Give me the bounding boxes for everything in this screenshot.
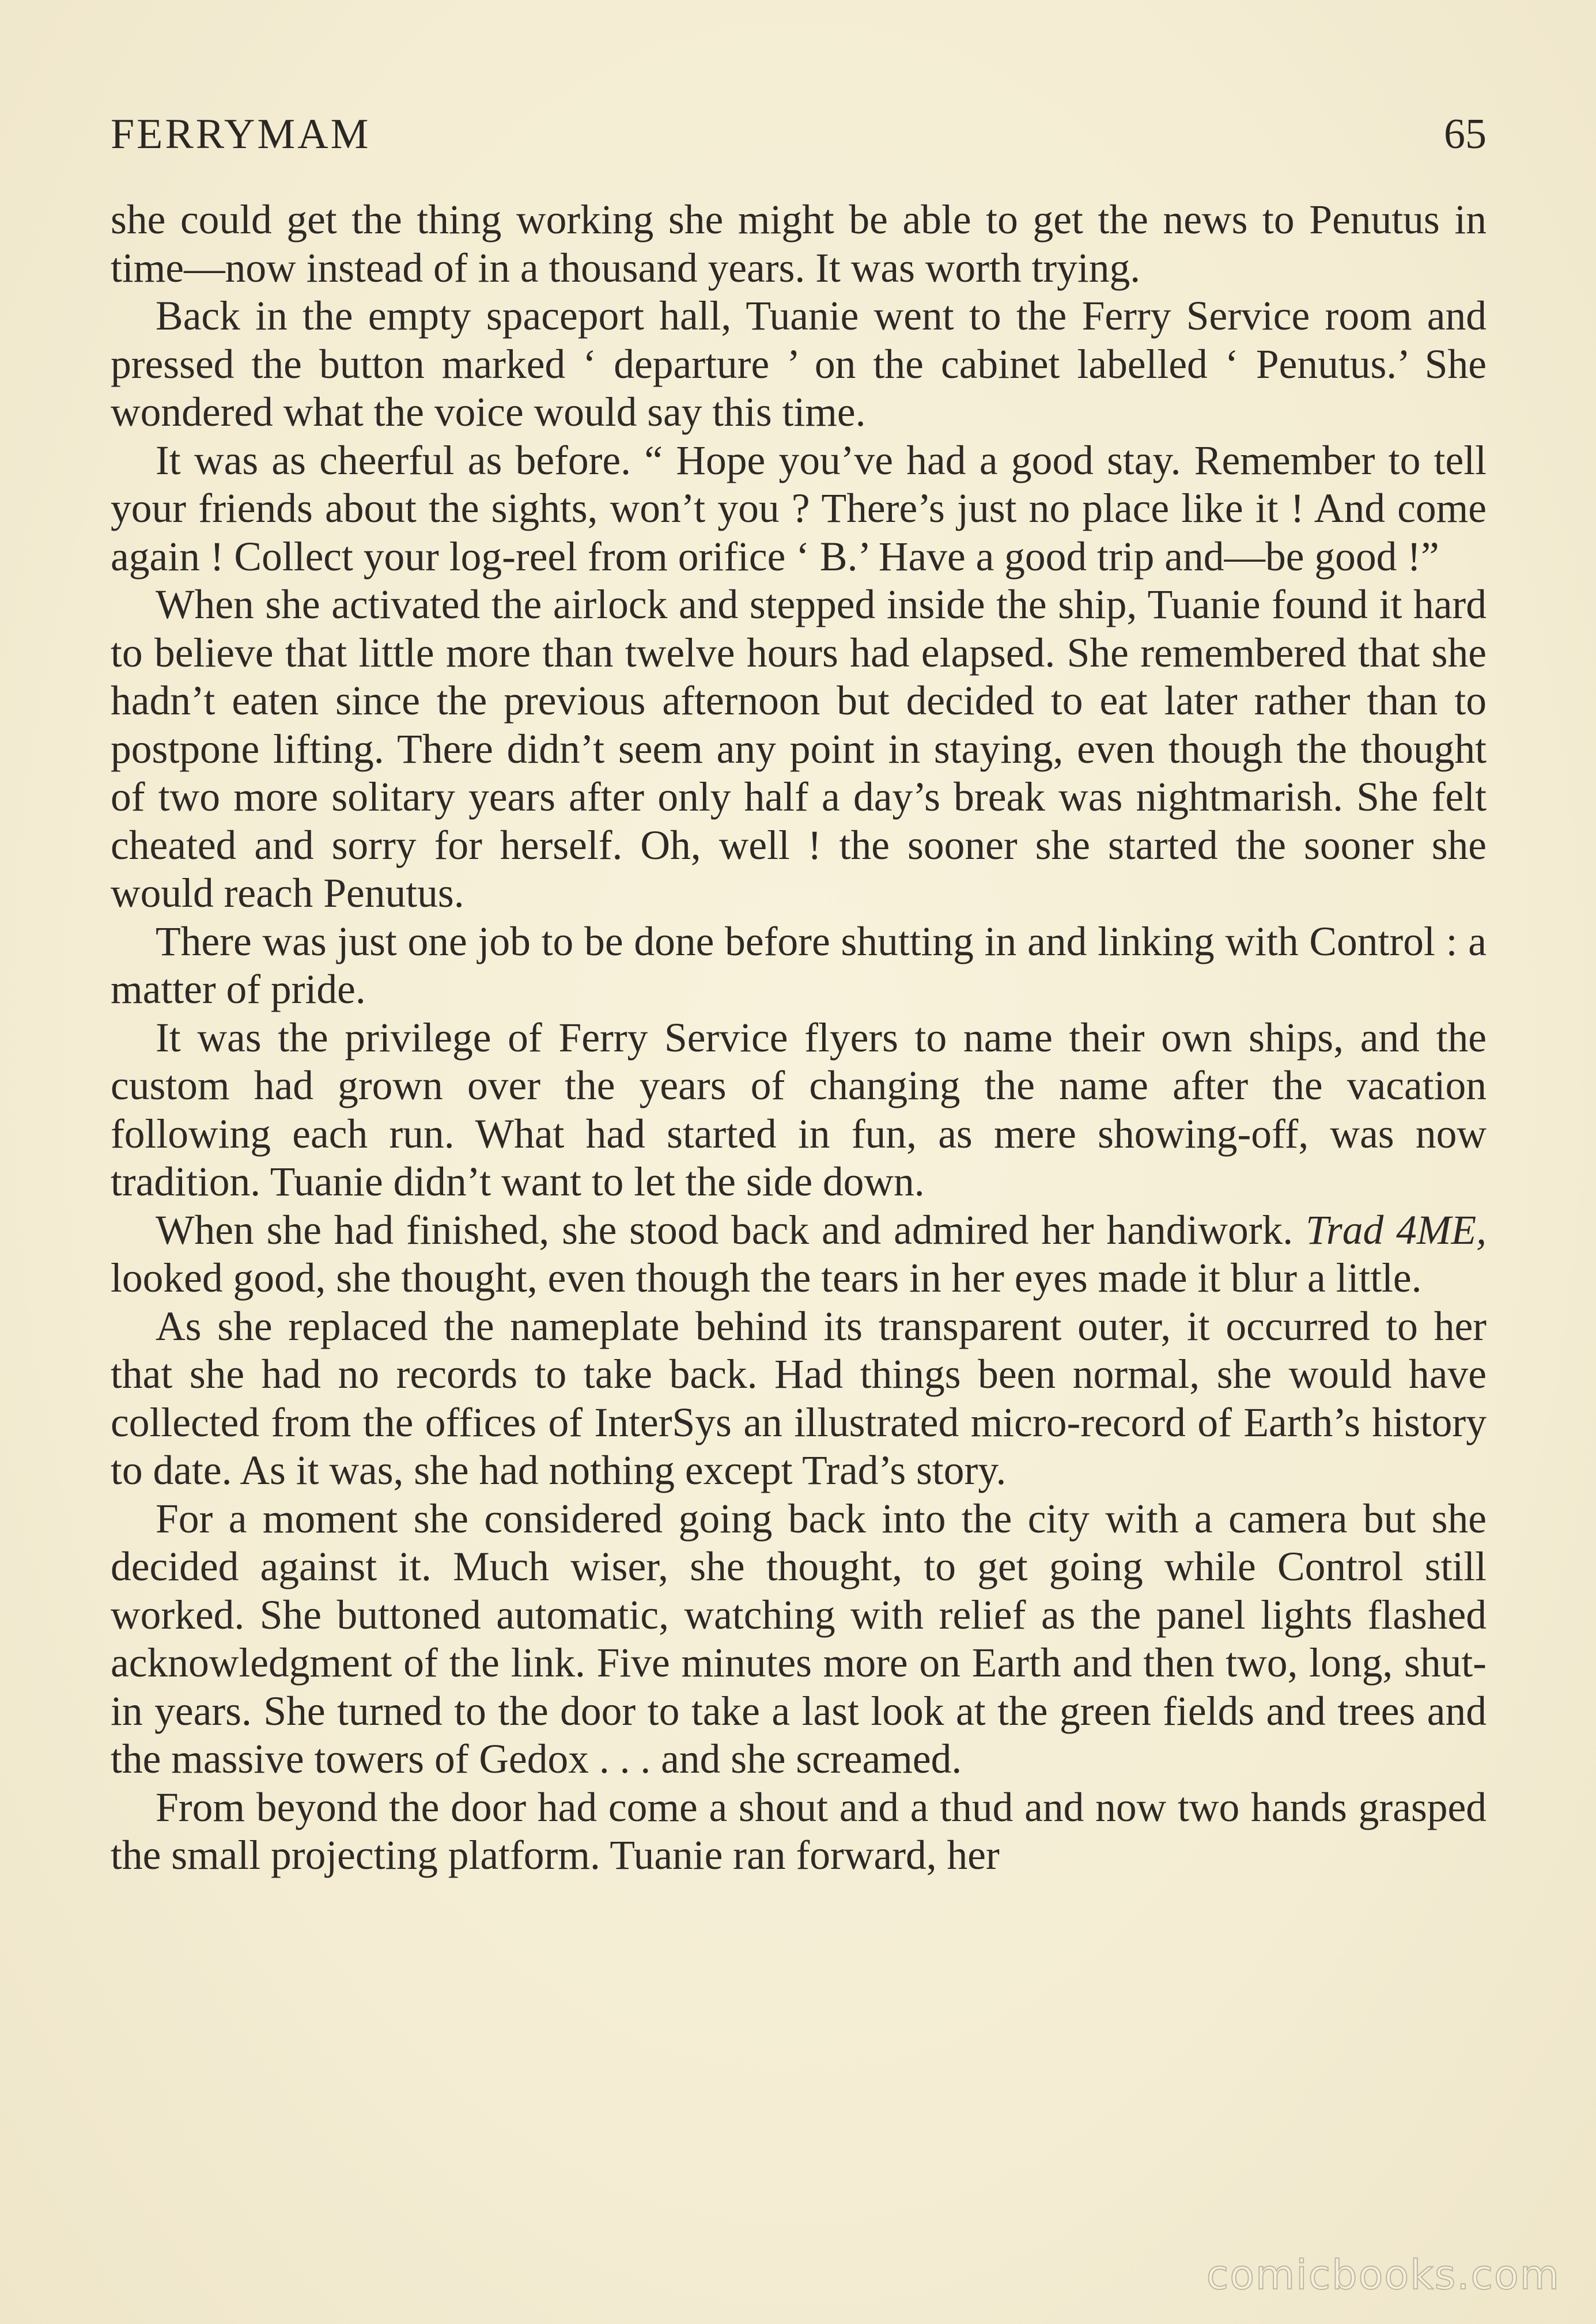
page-header — [111, 103, 1487, 166]
paragraph-text: looked good, she thought, even though the tears in her eyes made it blur a little. — [111, 1255, 1422, 1301]
paragraph: It was as cheerful as before. “ Hope you’ve had a good stay. Remember to tell your friends about the sights, won’t you ? There’s just no place like it ! And come again ! Collect your log-reel from orifice ‘ B.’ Have a good trip and—be good !” — [111, 437, 1487, 580]
body-text — [111, 196, 1487, 1880]
paragraph: From beyond the door had come a shout and a thud and now two hands grasped the small projecting platform. Tuanie ran forward, her — [111, 1784, 1487, 1878]
paragraph: For a moment she considered going back into the city with a camera but she decided against it. Much wiser, she thought, to get going while Control still worked. She buttoned automatic, watching with relief as the panel lights flashed acknowledgment of the link. Five minutes more on Earth and then two, long, shut-in years. She turned to the door to take a last look at the green fields and trees and the massive towers of Gedox . . . and she screamed. — [111, 1496, 1487, 1782]
paragraph: It was the privilege of Ferry Service flyers to name their own ships, and the custom had grown over the years of changing the name after the vacation following each run. What had started in fun, as mere showing-off, was now tradition. Tuanie didn’t want to let the side down. — [111, 1015, 1487, 1205]
ship-name: Trad 4ME, — [1306, 1207, 1487, 1253]
paragraph-continued: she could get the thing working she might be able to get the news to Penutus in time—now instead of in a thousand years. It was worth trying. — [111, 197, 1487, 291]
paragraph: When she activated the airlock and stepped inside the ship, Tuanie found it hard to believe that little more than twelve hours had elapsed. She remembered that she hadn’t eaten since the previous afternoon but decided to eat later rather than to postpone lifting. There didn’t seem any point in staying, even though the thought of two more solitary years after only half a day’s break was nightmarish. She felt cheated and sorry for herself. Oh, well ! the sooner she started the sooner she would reach Penutus. — [111, 582, 1487, 916]
paragraph-with-ship-name — [111, 1206, 1487, 1303]
page-number: 65 — [1444, 110, 1487, 158]
paragraph: As she replaced the nameplate behind its transparent outer, it occurred to her that she had no records to take back. Had things been normal, she would have collected from the offices of InterSys an illustrated micro-record of Earth’s history to date. As it was, she had nothing except Trad’s story. — [111, 1303, 1487, 1493]
running-head: FERRYMAM — [111, 110, 371, 158]
paragraph: Back in the empty spaceport hall, Tuanie went to the Ferry Service room and pressed the button marked ‘ departure ’ on the cabinet labelled ‘ Penutus.’ She wondered what the voice would say this time. — [111, 293, 1487, 435]
paragraph-text: When she had finished, she stood back and admired her handiwork. — [156, 1207, 1294, 1253]
watermark: comicbooks.com — [1206, 2251, 1560, 2299]
paragraph: There was just one job to be done before shutting in and linking with Control : a matter of pride. — [111, 918, 1487, 1012]
